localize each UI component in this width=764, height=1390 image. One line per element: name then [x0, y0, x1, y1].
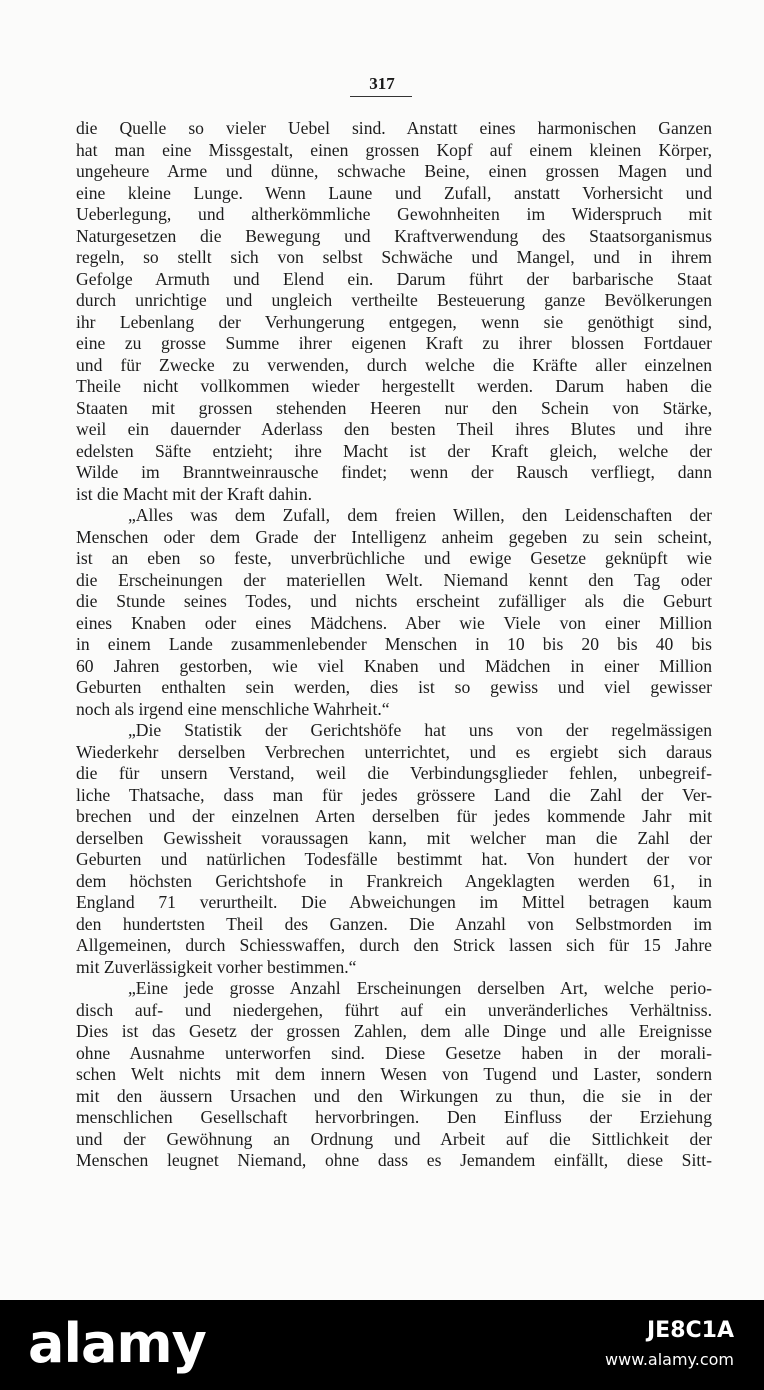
text-line: Dies ist das Gesetz der grossen Zahlen, dem alle Dinge und alle Ereignisse [76, 1021, 712, 1041]
text-line: Staaten mit grossen stehenden Heeren nur den Schein von Stärke, [76, 397, 712, 418]
text-line: die Erscheinungen der materiellen Welt. Niemand kennt den Tag oder [76, 569, 712, 590]
text-line: „Alles was dem Zufall, dem freien Willen, den Leidenschaften der [128, 505, 712, 525]
text-line: derselben Gewissheit voraussagen kann, mit welcher man die Zahl der [76, 827, 712, 848]
text-line: 60 Jahren gestorben, wie viel Knaben und Mädchen in einer Million [76, 655, 712, 676]
text-line: Geburten und natürlichen Todesfälle bestimmt hat. Von hundert der vor [76, 849, 712, 869]
text-line: noch als irgend eine menschliche Wahrheit.“ [76, 698, 390, 719]
text-line: eines Knaben oder eines Mädchens. Aber wie Viele von einer Million [76, 612, 712, 633]
text-line: durch unrichtige und ungleich vertheilte Besteuerung ganze Bevölkerungen [76, 290, 712, 310]
text-line: Theile nicht vollkommen wieder hergestellt werden. Darum haben die [76, 376, 712, 396]
text-line: Wiederkehr derselben Verbrechen unterrichtet, und es ergiebt sich daraus [76, 741, 712, 762]
text-line: eine zu grosse Summe ihrer eigenen Kraft zu ihrer blossen Fortdauer [76, 333, 712, 353]
page-number-rule [350, 96, 412, 97]
text-line: Menschen oder dem Grade der Intelligenz anheim gegeben zu sein scheint, [76, 526, 712, 547]
image-id: JE8C1A [646, 1318, 734, 1343]
text-line: Allgemeinen, durch Schiesswaffen, durch den Strick lassen sich für 15 Jahre [76, 935, 712, 955]
text-line: disch auf- und niedergehen, führt auf ein unveränderliches Verhältniss. [76, 999, 712, 1020]
text-line: England 71 verurtheilt. Die Abweichungen im Mittel betragen kaum [76, 892, 712, 912]
watermark-url: www.alamy.com [605, 1350, 734, 1369]
text-line: ist die Macht mit der Kraft dahin. [76, 483, 312, 504]
text-line: und für Zwecke zu verwenden, durch welche die Kräfte aller einzelnen [76, 354, 712, 375]
text-line: dem höchsten Gerichtshofe in Frankreich Angeklagten werden 61, in [76, 870, 712, 891]
text-line: Naturgesetzen die Bewegung und Kraftverwendung des Staatsorganismus [76, 225, 712, 246]
text-line: mit Zuverlässigkeit vorher bestimmen.“ [76, 956, 357, 977]
text-line: brechen und der einzelnen Arten derselben für jedes kommende Jahr mit [76, 806, 712, 826]
text-line: und der Gewöhnung an Ordnung und Arbeit auf die Sittlichkeit der [76, 1128, 712, 1149]
text-line: den hundertsten Theil des Ganzen. Die Anzahl von Selbstmorden im [76, 913, 712, 934]
text-line: „Eine jede grosse Anzahl Erscheinungen derselben Art, welche perio- [128, 978, 712, 998]
text-line: „Die Statistik der Gerichtshöfe hat uns von der regelmässigen [128, 720, 712, 740]
text-line: Menschen leugnet Niemand, ohne dass es Jemandem einfällt, diese Sitt- [76, 1150, 712, 1170]
text-line: regeln, so stellt sich von selbst Schwäche und Mangel, und in ihrem [76, 247, 712, 267]
text-line: Geburten enthalten sein werden, dies ist so gewiss und viel gewisser [76, 677, 712, 697]
text-line: weil ein dauernder Aderlass den besten Theil ihres Blutes und ihre [76, 419, 712, 439]
text-line: Wilde im Branntweinrausche findet; wenn der Rausch verfliegt, dann [76, 462, 712, 482]
text-line: ihr Lebenlang der Verhungerung entgegen, wenn sie genöthigt sind, [76, 311, 712, 332]
text-line: Ueberlegung, und altherkömmliche Gewohnheiten im Widerspruch mit [76, 204, 712, 224]
text-line: liche Thatsache, dass man für jedes grössere Land die Zahl der Ver- [76, 784, 712, 805]
text-line: menschlichen Gesellschaft hervorbringen. Den Einfluss der Erziehung [76, 1107, 712, 1127]
text-line: die Quelle so vieler Uebel sind. Anstatt eines harmonischen Ganzen [76, 118, 712, 138]
text-line: ohne Ausnahme unterworfen sind. Diese Gesetze haben in der morali- [76, 1042, 712, 1063]
text-line: ist an eben so feste, unverbrüchliche und ewige Gesetze geknüpft wie [76, 548, 712, 568]
text-line: die Stunde seines Todes, und nichts erscheint zufälliger als die Geburt [76, 591, 712, 611]
text-line: hat man eine Missgestalt, einen grossen Kopf auf einem kleinen Körper, [76, 139, 712, 160]
text-line: edelsten Säfte entzieht; ihre Macht ist der Kraft gleich, welche der [76, 440, 712, 461]
text-line: Gefolge Armuth und Elend ein. Darum führt der barbarische Staat [76, 268, 712, 289]
text-line: die für unsern Verstand, weil die Verbindungsglieder fehlen, unbegreif- [76, 763, 712, 783]
page-number: 317 [369, 74, 395, 93]
text-line: schen Welt nichts mit dem innern Wesen von Tugend und Laster, sondern [76, 1064, 712, 1084]
text-line: eine kleine Lunge. Wenn Laune und Zufall, anstatt Vorhersicht und [76, 182, 712, 203]
text-line: mit den äussern Ursachen und den Wirkungen zu thun, die sie in der [76, 1085, 712, 1106]
alamy-logo: alamy [28, 1312, 206, 1375]
text-line: ungeheure Arme und dünne, schwache Beine, einen grossen Magen und [76, 161, 712, 181]
body-text [76, 118, 712, 1172]
text-line: in einem Lande zusammenlebender Menschen in 10 bis 20 bis 40 bis [76, 634, 712, 654]
